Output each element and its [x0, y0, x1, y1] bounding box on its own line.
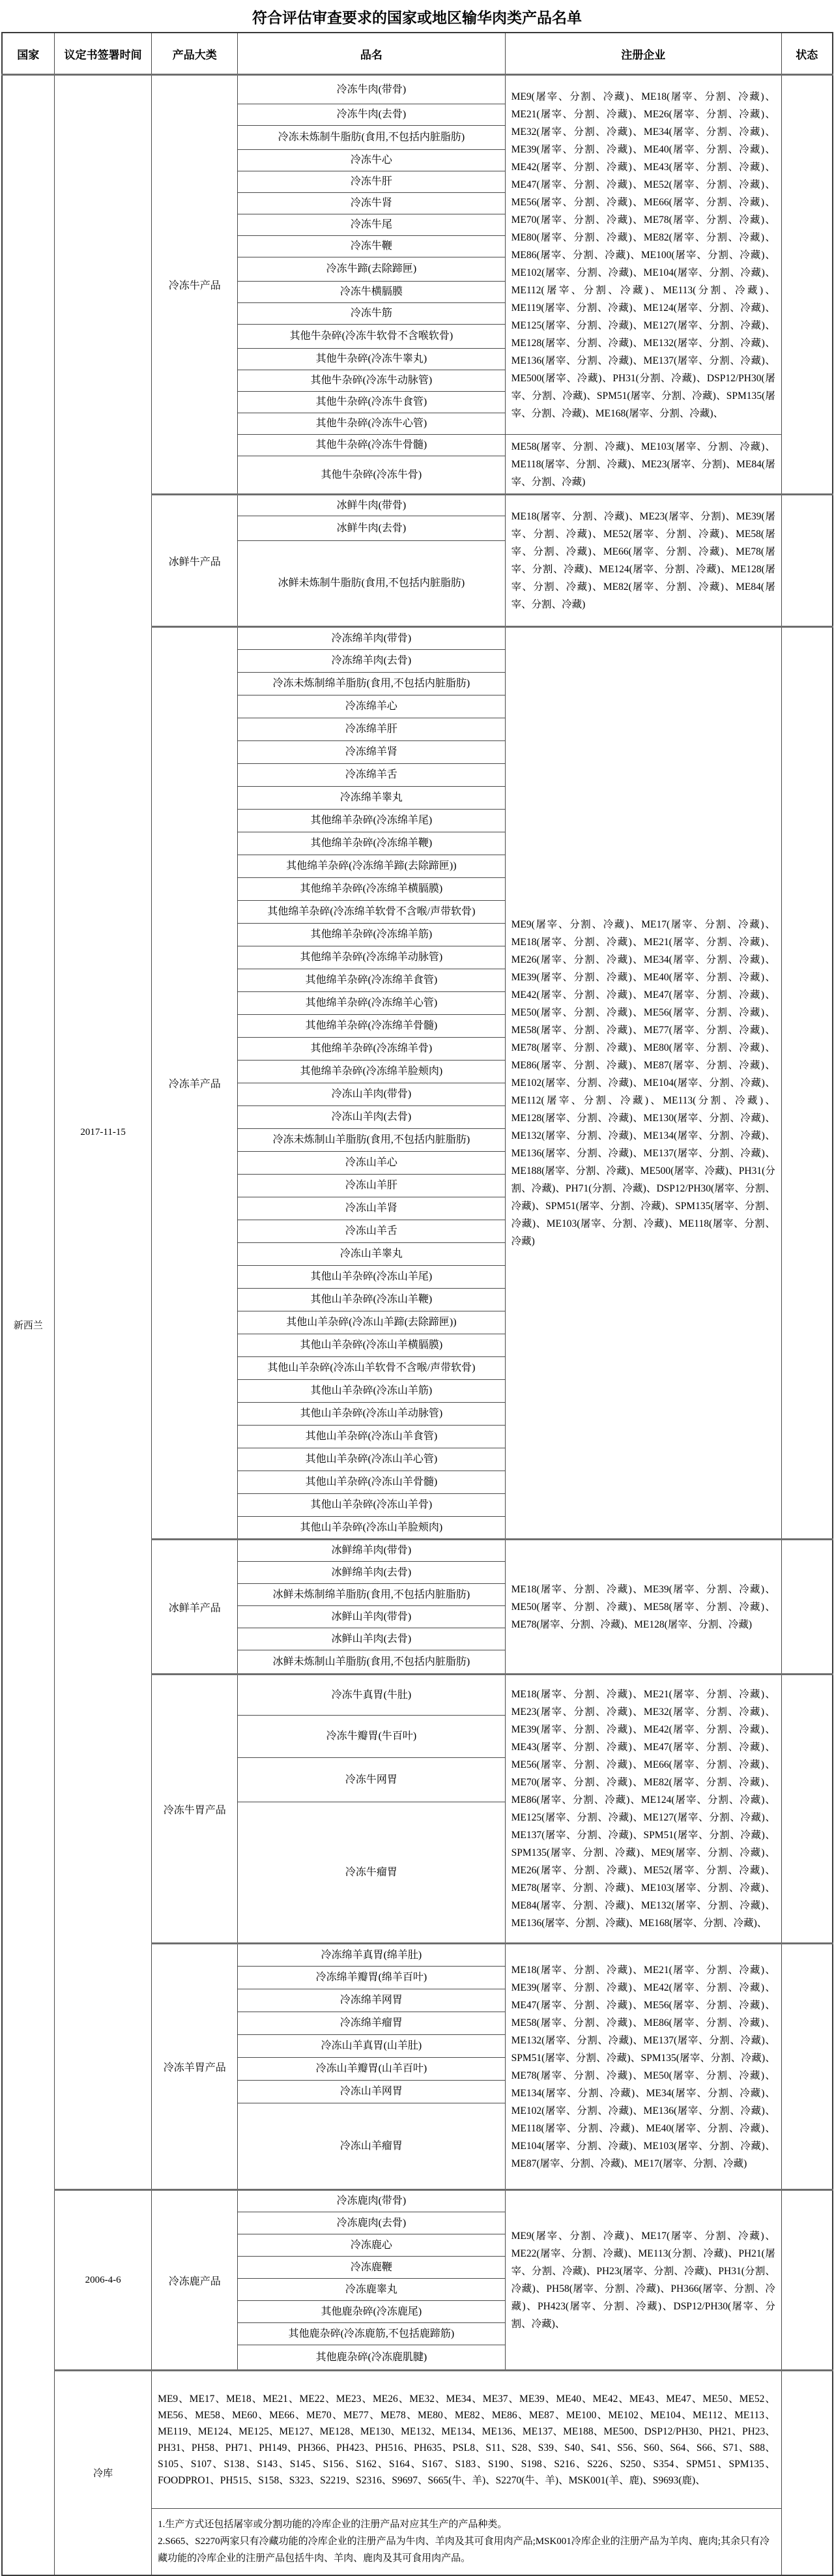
product-name-cell: 其他山羊杂碎(冷冻山羊骨髓) — [238, 1471, 505, 1494]
product-name-cell: 其他山羊杂碎(冷冻山羊尾) — [238, 1266, 505, 1289]
product-name-cell: 其他绵羊杂碎(冷冻绵羊筋) — [238, 924, 505, 946]
status-cell — [781, 627, 832, 1540]
product-name-cell: 其他牛杂碎(冷冻牛睾丸) — [238, 349, 505, 370]
page-title: 符合评估审查要求的国家或地区输华肉类产品名单 — [252, 10, 582, 26]
product-name-cell: 冷冻绵羊肉(去骨) — [238, 650, 505, 673]
enterprise-list-cell: ME9(屠宰、分割、冷藏)、ME17(屠宰、分割、冷藏)、ME18(屠宰、分割、冷藏)、ME21(屠宰、分割、冷藏)、ME26(屠宰、分割、冷藏)、ME34(屠宰、分割、冷藏)、ME39(屠宰、分割、冷藏)、ME40(屠宰、分割、冷藏)、ME42(屠宰、分割、冷藏)、ME47(屠宰、分割、冷藏)、ME50(屠宰、分割、冷藏)、ME56(屠宰、分割、冷藏)、ME58(屠宰、分割、冷藏)、ME77(屠宰、分割、冷藏)、ME78(屠宰、分割、冷藏)、ME80(屠宰、分割、冷藏)、ME86(屠宰、分割、冷藏)、ME87(屠宰、分割、冷藏)、ME102(屠宰、分割、冷藏)、ME104(屠宰、分割、冷藏)、ME112(屠宰、分割、冷藏)、ME113(分割、冷藏)、ME128(屠宰、分割、冷藏)、ME130(屠宰、分割、冷藏)、ME132(屠宰、分割、冷藏)、ME134(屠宰、分割、冷藏)、ME136(屠宰、分割、冷藏)、ME137(屠宰、分割、冷藏)、ME188(屠宰、分割、冷藏)、ME500(屠宰、冷藏)、PH31(分割、冷藏)、PH71(分割、冷藏)、DSP12/PH30(屠宰、分割、冷藏)、SPM51(屠宰、分割、冷藏)、SPM135(屠宰、分割、冷藏)、ME103(屠宰、分割、冷藏)、ME118(屠宰、分割、冷藏) — [505, 627, 781, 1540]
product-name-cell: 其他鹿杂碎(冷冻鹿筋,不包括鹿蹄筋) — [238, 2323, 505, 2345]
status-cell — [781, 1944, 832, 2190]
product-name-cell: 冷冻山羊瘤胃 — [238, 2103, 505, 2190]
product-name-cell: 其他牛杂碎(冷冻牛骨) — [238, 456, 505, 495]
enterprise-list-cell: ME18(屠宰、分割、冷藏)、ME21(屠宰、分割、冷藏)、ME39(屠宰、分割、冷藏)、ME42(屠宰、分割、冷藏)、ME47(屠宰、分割、冷藏)、ME56(屠宰、分割、冷藏)、ME58(屠宰、分割、冷藏)、ME86(屠宰、分割、冷藏)、ME132(屠宰、分割、冷藏)、ME137(屠宰、分割、冷藏)、SPM51(屠宰、分割、冷藏)、SPM135(屠宰、分割、冷藏)、ME78(屠宰、分割、冷藏)、ME50(屠宰、分割、冷藏)、ME134(屠宰、分割、冷藏)、ME34(屠宰、分割、冷藏)、ME102(屠宰、分割、冷藏)、ME136(屠宰、分割、冷藏)、ME118(屠宰、分割、冷藏)、ME40(屠宰、分割、冷藏)、ME104(屠宰、分割、冷藏)、ME103(屠宰、分割、冷藏)、ME87(屠宰、分割、冷藏)、ME17(屠宰、分割、冷藏) — [505, 1944, 781, 2190]
product-name-cell: 冷冻牛网胃 — [238, 1758, 505, 1802]
cold-store-enterprises-cell: ME9、ME17、ME18、ME21、ME22、ME23、ME26、ME32、ME34、ME37、ME39、ME40、ME42、ME43、ME47、ME50、ME52、ME56、ME58、ME60、ME66、ME70、ME77、ME78、ME80、ME82、ME86、ME87、ME100、ME102、ME104、ME112、ME113、ME119、ME124、ME125、ME127、ME128、ME130、ME132、ME134、ME136、ME137、ME188、ME500、DSP12/PH30、PH21、PH23、PH31、PH58、PH71、PH149、PH366、PH423、PH516、PH635、PSL8、S11、S28、S39、S40、S41、S56、S60、S64、S66、S71、S88、S105、S107、S138、S143、S145、S156、S162、S164、S167、S183、S190、S198、S216、S226、S250、S354、SPM51、SPM135、FOODPRO1、PH515、S158、S323、S2219、S2316、S9697、S665(牛、羊)、S2270(牛、羊)、MSK001(羊、鹿)、S9693(鹿)、 — [152, 2371, 782, 2509]
category-cell: 冷冻鹿产品 — [152, 2190, 238, 2371]
product-name-cell: 冷冻鹿鞭 — [238, 2257, 505, 2279]
product-name-cell: 其他鹿杂碎(冷冻鹿肌腱) — [238, 2345, 505, 2371]
product-name-cell: 冷冻山羊舌 — [238, 1220, 505, 1243]
product-name-cell: 冷冻未炼制牛脂肪(食用,不包括内脏脂肪) — [238, 126, 505, 150]
product-name-cell: 冰鲜未炼制山羊脂肪(食用,不包括内脏脂肪) — [238, 1650, 505, 1675]
product-name-cell: 冷冻山羊肝 — [238, 1175, 505, 1197]
cold-store-label-cell: 冷库 — [55, 2371, 152, 2575]
product-name-cell: 冷冻牛横膈膜 — [238, 282, 505, 303]
product-name-cell: 冷冻绵羊肾 — [238, 741, 505, 764]
status-cell — [781, 1675, 832, 1944]
enterprise-list-cell: ME9(屠宰、分割、冷藏)、ME18(屠宰、分割、冷藏)、ME21(屠宰、分割、冷藏)、ME26(屠宰、分割、冷藏)、ME32(屠宰、分割、冷藏)、ME34(屠宰、分割、冷藏)、ME39(屠宰、分割、冷藏)、ME40(屠宰、分割、冷藏)、ME42(屠宰、分割、冷藏)、ME43(屠宰、分割、冷藏)、ME47(屠宰、分割、冷藏)、ME52(屠宰、分割、冷藏)、ME56(屠宰、分割、冷藏)、ME66(屠宰、分割、冷藏)、ME70(屠宰、分割、冷藏)、ME78(屠宰、分割、冷藏)、ME80(屠宰、分割、冷藏)、ME82(屠宰、分割、冷藏)、ME86(屠宰、分割、冷藏)、ME100(屠宰、分割、冷藏)、ME102(屠宰、分割、冷藏)、ME104(屠宰、分割、冷藏)、ME112(屠宰、分割、冷藏)、ME113(分割、冷藏)、ME119(屠宰、分割、冷藏)、ME124(屠宰、分割、冷藏)、ME125(屠宰、分割、冷藏)、ME127(屠宰、分割、冷藏)、ME128(屠宰、分割、冷藏)、ME132(屠宰、分割、冷藏)、ME136(屠宰、分割、冷藏)、ME137(屠宰、分割、冷藏)、ME500(屠宰、冷藏)、PH31(分割、冷藏)、DSP12/PH30(屠宰、分割、冷藏)、SPM51(屠宰、分割、冷藏)、SPM135(屠宰、分割、冷藏)、ME168(屠宰、分割、冷藏)、 — [505, 75, 781, 435]
product-name-cell: 冷冻牛尾 — [238, 214, 505, 236]
product-name-cell: 其他绵羊杂碎(冷冻绵羊骨) — [238, 1038, 505, 1061]
product-name-cell: 冷冻牛肝 — [238, 171, 505, 193]
product-name-cell: 其他牛杂碎(冷冻牛心管) — [238, 413, 505, 435]
product-name-cell: 冰鲜绵羊肉(去骨) — [238, 1562, 505, 1584]
product-name-cell: 其他鹿杂碎(冷冻鹿尾) — [238, 2301, 505, 2323]
status-cell — [781, 2190, 832, 2371]
enterprise-list-cell: ME9(屠宰、分割、冷藏)、ME17(屠宰、分割、冷藏)、ME22(屠宰、分割、冷藏)、ME113(分割、冷藏)、PH21(屠宰、分割、冷藏)、PH23(屠宰、分割、冷藏)、PH31(分割、冷藏)、PH58(屠宰、分割、冷藏)、PH366(屠宰、分割、冷藏)、PH423(屠宰、分割、冷藏)、DSP12/PH30(屠宰、分割、冷藏)、 — [505, 2190, 781, 2371]
product-name-cell: 冷冻绵羊瘤胃 — [238, 2012, 505, 2035]
column-header: 产品大类 — [152, 33, 238, 75]
product-name-cell: 其他绵羊杂碎(冷冻绵羊动脉管) — [238, 946, 505, 969]
product-name-cell: 其他牛杂碎(冷冻牛骨髓) — [238, 435, 505, 456]
product-name-cell: 其他绵羊杂碎(冷冻绵羊食管) — [238, 969, 505, 992]
product-name-cell: 其他山羊杂碎(冷冻山羊筋) — [238, 1380, 505, 1403]
product-name-cell: 冷冻绵羊真胃(绵羊肚) — [238, 1944, 505, 1967]
product-name-cell: 冷冻牛肾 — [238, 193, 505, 214]
product-name-cell: 冷冻绵羊睾丸 — [238, 787, 505, 810]
product-name-cell: 其他山羊杂碎(冷冻山羊软骨不含喉/声带软骨) — [238, 1357, 505, 1380]
product-name-cell: 冰鲜未炼制牛脂肪(食用,不包括内脏脂肪) — [238, 541, 505, 627]
category-cell: 冷冻羊产品 — [152, 627, 238, 1540]
product-name-cell: 其他山羊杂碎(冷冻山羊横膈膜) — [238, 1334, 505, 1357]
product-name-cell: 冷冻山羊睾丸 — [238, 1243, 505, 1266]
product-name-cell: 冷冻山羊肉(带骨) — [238, 1083, 505, 1106]
enterprise-list-cell: ME18(屠宰、分割、冷藏)、ME39(屠宰、分割、冷藏)、ME50(屠宰、分割、冷藏)、ME58(屠宰、分割、冷藏)、ME78(屠宰、分割、冷藏)、ME128(屠宰、分割、冷藏) — [505, 1540, 781, 1675]
product-name-cell: 其他绵羊杂碎(冷冻绵羊蹄(去除蹄匣)) — [238, 855, 505, 878]
product-name-cell: 冷冻牛瘤胃 — [238, 1802, 505, 1944]
product-name-cell: 冷冻鹿肉(去骨) — [238, 2212, 505, 2234]
product-name-cell: 其他山羊杂碎(冷冻山羊心管) — [238, 1448, 505, 1471]
products-table — [1, 32, 833, 2576]
product-name-cell: 冷冻鹿睾丸 — [238, 2279, 505, 2301]
product-name-cell: 冰鲜山羊肉(带骨) — [238, 1606, 505, 1628]
product-name-cell: 其他山羊杂碎(冷冻山羊蹄(去除蹄匣)) — [238, 1311, 505, 1334]
product-name-cell: 冷冻山羊心 — [238, 1152, 505, 1175]
status-cell — [781, 1540, 832, 1675]
product-name-cell: 冷冻绵羊舌 — [238, 764, 505, 787]
product-name-cell: 冷冻山羊肉(去骨) — [238, 1106, 505, 1129]
enterprise-list-cell: ME18(屠宰、分割、冷藏)、ME21(屠宰、分割、冷藏)、ME23(屠宰、分割、冷藏)、ME32(屠宰、分割、冷藏)、ME39(屠宰、分割、冷藏)、ME42(屠宰、分割、冷藏)、ME43(屠宰、分割、冷藏)、ME47(屠宰、分割、冷藏)、ME56(屠宰、分割、冷藏)、ME66(屠宰、分割、冷藏)、ME70(屠宰、分割、冷藏)、ME82(屠宰、分割、冷藏)、ME86(屠宰、分割、冷藏)、ME124(屠宰、分割、冷藏)、ME125(屠宰、分割、冷藏)、ME127(屠宰、分割、冷藏)、ME137(屠宰、分割、冷藏)、SPM51(屠宰、分割、冷藏)、SPM135(屠宰、分割、冷藏)、ME9(屠宰、分割、冷藏)、ME26(屠宰、分割、冷藏)、ME52(屠宰、分割、冷藏)、ME78(屠宰、分割、冷藏)、ME103(屠宰、分割、冷藏)、ME84(屠宰、分割、冷藏)、ME132(屠宰、分割、冷藏)、ME136(屠宰、分割、冷藏)、ME168(屠宰、分割、冷藏)、 — [505, 1675, 781, 1944]
product-name-cell: 冰鲜牛肉(带骨) — [238, 495, 505, 516]
product-name-cell: 其他绵羊杂碎(冷冻绵羊脸颊肉) — [238, 1061, 505, 1083]
product-name-cell: 冷冻绵羊心 — [238, 695, 505, 718]
product-name-cell: 冷冻鹿肉(带骨) — [238, 2190, 505, 2212]
product-name-cell: 冰鲜绵羊肉(带骨) — [238, 1540, 505, 1562]
product-name-cell: 冷冻牛瓣胃(牛百叶) — [238, 1716, 505, 1758]
product-name-cell: 其他牛杂碎(冷冻牛软骨不含喉软骨) — [238, 325, 505, 349]
product-name-cell: 冷冻未炼制山羊脂肪(食用,不包括内脏脂肪) — [238, 1129, 505, 1152]
product-name-cell: 冷冻绵羊肉(带骨) — [238, 627, 505, 650]
product-name-cell: 其他山羊杂碎(冷冻山羊动脉管) — [238, 1403, 505, 1426]
product-name-cell: 冷冻山羊真胃(山羊肚) — [238, 2035, 505, 2058]
product-name-cell: 其他山羊杂碎(冷冻山羊鞭) — [238, 1289, 505, 1311]
product-name-cell: 冰鲜未炼制绵羊脂肪(食用,不包括内脏脂肪) — [238, 1584, 505, 1606]
product-name-cell: 冷冻绵羊网胃 — [238, 1989, 505, 2012]
product-name-cell: 冷冻牛肉(带骨) — [238, 75, 505, 104]
product-name-cell: 其他山羊杂碎(冷冻山羊食管) — [238, 1426, 505, 1448]
enterprise-list-cell: ME58(屠宰、分割、冷藏)、ME103(屠宰、分割、冷藏)、ME118(屠宰、分割、冷藏)、ME23(屠宰、分割)、ME84(屠宰、分割、冷藏) — [505, 435, 781, 495]
table-header — [2, 33, 833, 75]
product-name-cell: 其他绵羊杂碎(冷冻绵羊软骨不含喉/声带软骨) — [238, 901, 505, 924]
column-header: 品名 — [238, 33, 505, 75]
product-name-cell: 其他绵羊杂碎(冷冻绵羊尾) — [238, 810, 505, 832]
column-header: 注册企业 — [505, 33, 781, 75]
product-name-cell: 冷冻山羊网胃 — [238, 2081, 505, 2103]
protocol-date-cell: 2017-11-15 — [55, 75, 152, 2190]
product-name-cell: 其他绵羊杂碎(冷冻绵羊鞭) — [238, 832, 505, 855]
product-name-cell: 冷冻牛鞭 — [238, 236, 505, 257]
product-name-cell: 冷冻牛蹄(去除蹄匣) — [238, 257, 505, 282]
category-cell: 冰鲜牛产品 — [152, 495, 238, 627]
product-name-cell: 其他绵羊杂碎(冷冻绵羊骨髓) — [238, 1015, 505, 1038]
product-name-cell: 冰鲜山羊肉(去骨) — [238, 1628, 505, 1650]
product-name-cell: 其他牛杂碎(冷冻牛食管) — [238, 392, 505, 413]
product-name-cell: 冷冻山羊肾 — [238, 1197, 505, 1220]
product-name-cell: 冷冻牛真胃(牛肚) — [238, 1675, 505, 1716]
cold-store-notes-cell — [152, 2509, 782, 2575]
category-cell: 冷冻羊胃产品 — [152, 1944, 238, 2190]
note-line: 2.S665、S2270两家只有冷藏功能的冷库企业的注册产品为牛肉、羊肉及其可食用肉产品;MSK001冷库企业的注册产品为羊肉、鹿肉;其余只有冷藏功能的冷库企业的注册产品包括牛肉、羊肉、鹿肉及其可食用肉产品。 — [158, 2536, 769, 2564]
category-cell: 冰鲜羊产品 — [152, 1540, 238, 1675]
product-name-cell: 冷冻牛筋 — [238, 303, 505, 325]
product-name-cell: 冷冻牛肉(去骨) — [238, 104, 505, 126]
product-name-cell: 冷冻山羊瓣胃(山羊百叶) — [238, 2058, 505, 2081]
column-header: 议定书签署时间 — [55, 33, 152, 75]
column-header: 国家 — [2, 33, 55, 75]
product-name-cell: 冰鲜牛肉(去骨) — [238, 516, 505, 541]
product-name-cell: 冷冻牛心 — [238, 150, 505, 171]
product-name-cell: 冷冻绵羊瓣胃(绵羊百叶) — [238, 1967, 505, 1989]
product-name-cell: 冷冻鹿心 — [238, 2234, 505, 2257]
product-name-cell: 其他牛杂碎(冷冻牛动脉管) — [238, 370, 505, 392]
protocol-date-cell: 2006-4-6 — [55, 2190, 152, 2371]
product-name-cell: 冷冻未炼制绵羊脂肪(食用,不包括内脏脂肪) — [238, 673, 505, 695]
column-header: 状态 — [781, 33, 832, 75]
note-line: 1.生产方式还包括屠宰或分割功能的冷库企业的注册产品对应其生产的产品种类。 — [158, 2519, 508, 2530]
product-name-cell: 其他山羊杂碎(冷冻山羊脸颊肉) — [238, 1517, 505, 1540]
enterprise-list-cell: ME18(屠宰、分割、冷藏)、ME23(屠宰、分割)、ME39(屠宰、分割、冷藏)、ME52(屠宰、分割、冷藏)、ME58(屠宰、分割、冷藏)、ME66(屠宰、分割、冷藏)、ME78(屠宰、分割、冷藏)、ME124(屠宰、分割、冷藏)、ME128(屠宰、分割、冷藏)、ME82(屠宰、分割、冷藏)、ME84(屠宰、分割、冷藏) — [505, 495, 781, 627]
status-cell — [781, 75, 832, 495]
category-cell: 冷冻牛胃产品 — [152, 1675, 238, 1944]
category-cell: 冷冻牛产品 — [152, 75, 238, 495]
product-name-cell: 其他山羊杂碎(冷冻山羊骨) — [238, 1494, 505, 1517]
status-cell — [781, 495, 832, 627]
country-cell: 新西兰 — [2, 75, 55, 2575]
status-cell — [781, 2371, 832, 2575]
product-name-cell: 其他绵羊杂碎(冷冻绵羊心管) — [238, 992, 505, 1015]
product-name-cell: 其他绵羊杂碎(冷冻绵羊横膈膜) — [238, 878, 505, 901]
product-name-cell: 冷冻绵羊肝 — [238, 718, 505, 741]
